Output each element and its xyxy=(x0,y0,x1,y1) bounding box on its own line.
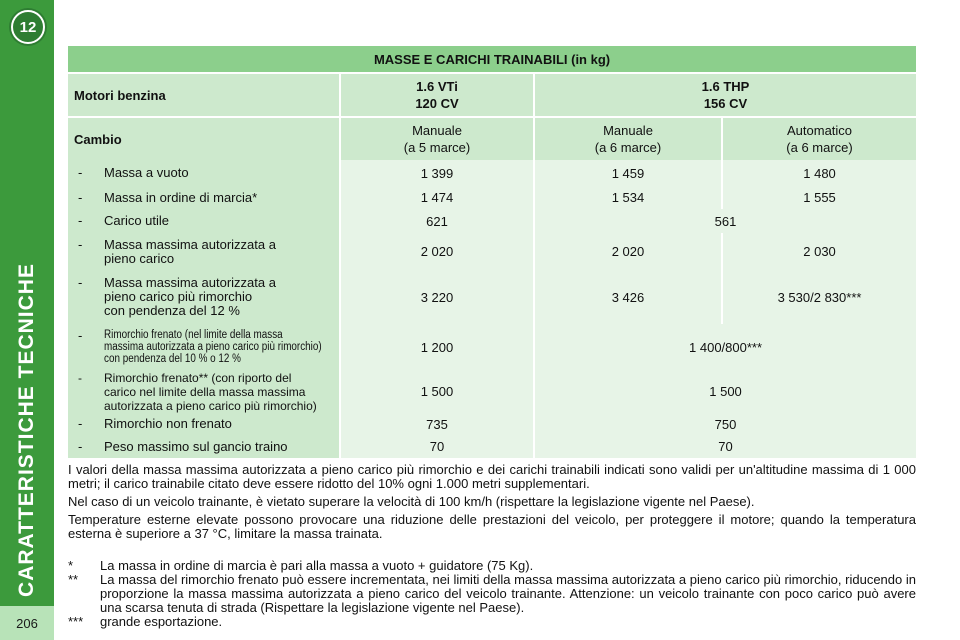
table-cell: 1 480 xyxy=(722,160,916,186)
note-paragraph: Nel caso di un veicolo trainante, è vietato superare la velocità di 100 km/h (rispettare la legislazione vigente nel Paese). xyxy=(68,494,755,509)
engine-1-header: 1.6 VTi 120 CV xyxy=(340,73,534,117)
table-row: - Carico utile 621 561 xyxy=(68,209,916,233)
table-cell: 1 500 xyxy=(534,370,916,413)
table-cell: 1 534 xyxy=(534,186,722,209)
main-content xyxy=(68,46,916,458)
footnotes xyxy=(68,559,916,629)
page-number: 206 xyxy=(0,606,54,640)
table-cell: 70 xyxy=(534,435,916,458)
table-cell: 3 426 xyxy=(534,270,722,324)
row-label: Carico utile xyxy=(104,213,170,228)
table-cell: 2 020 xyxy=(534,233,722,270)
table-row: - Rimorchio frenato** (con riporto del carico nel limite della massa massima autorizzata a pieno carico più rimorchio) 1 500 1 500 xyxy=(68,370,916,413)
table-row: - Massa massima autorizzata a pieno carico 2 020 2 020 2 030 xyxy=(68,233,916,270)
table-row: - Massa massima autorizzata a pieno carico più rimorchio con pendenza del 12 % 3 220 3 426 3 530/2 830*** xyxy=(68,270,916,324)
chapter-sidebar xyxy=(0,0,54,640)
table-cell: 3 530/2 830*** xyxy=(722,270,916,324)
note-paragraph: I valori della massa massima autorizzata a pieno carico più rimorchio e dei carichi trainabili indicati sono validi per un'altitudine massima di 1 000 metri; il carico trainabile citato deve essere ridotto del 10% ogni 1.000 metri supplementari. xyxy=(68,462,916,491)
table-cell: 1 500 xyxy=(340,370,534,413)
row-label: Massa massima autorizzata a pieno carico più rimorchio con pendenza del 12 % xyxy=(104,275,276,318)
table-cell: 70 xyxy=(340,435,534,458)
note-paragraph: Temperature esterne elevate possono provocare una riduzione delle prestazioni del veicolo, per proteggere il motore; quando la temperatura esterna è superiore a 37 °C, limitare la massa trainata. xyxy=(68,512,916,541)
table-cell: 561 xyxy=(534,209,916,233)
gearbox-1-header: Manuale (a 5 marce) xyxy=(340,117,534,160)
chapter-number-badge: 12 xyxy=(11,10,45,44)
table-cell: 2 030 xyxy=(722,233,916,270)
gearbox-2-header: Manuale (a 6 marce) xyxy=(534,117,722,160)
footnote: * La massa in ordine di marcia è pari alla massa a vuoto + guidatore (75 Kg). xyxy=(68,558,534,573)
row-label: Rimorchio frenato** (con riporto del carico nel limite della massa massima autorizzata a pieno carico più rimorchio) xyxy=(104,370,317,413)
table-cell: 621 xyxy=(340,209,534,233)
table-cell: 1 555 xyxy=(722,186,916,209)
section-title: CARATTERISTICHE TECNICHE xyxy=(15,263,38,597)
masses-table xyxy=(68,46,916,458)
table-title: MASSE E CARICHI TRAINABILI (in kg) xyxy=(68,46,916,73)
row-label: Massa massima autorizzata a pieno carico xyxy=(104,236,276,266)
engine-label: Motori benzina xyxy=(68,73,340,117)
table-title-row xyxy=(68,46,916,73)
table-row: - Massa a vuoto 1 399 1 459 1 480 xyxy=(68,160,916,186)
footnote: *** grande esportazione. xyxy=(68,614,223,629)
engine-header-row xyxy=(68,73,916,117)
table-cell: 750 xyxy=(534,413,916,435)
gearbox-header-row xyxy=(68,117,916,160)
gearbox-label: Cambio xyxy=(68,117,340,160)
engine-2-header: 1.6 THP 156 CV xyxy=(534,73,916,117)
table-cell: 1 399 xyxy=(340,160,534,186)
gearbox-3-header: Automatico (a 6 marce) xyxy=(722,117,916,160)
table-cell: 1 400/800*** xyxy=(534,324,916,370)
footnote: ** La massa del rimorchio frenato può essere incrementata, nei limiti della massa massima autorizzata a pieno carico più rimorchio, riducendo in proporzione la massa massima autorizzata a pieno carico del veicolo trainante. Attenzione: un veicolo trainante con poco carico può avere una scarsa tenuta di strada (Rispettare la legislazione vigente nel Paese). xyxy=(68,572,916,615)
row-label: Massa in ordine di marcia* xyxy=(104,189,258,205)
row-label: Massa a vuoto xyxy=(104,165,189,180)
row-label: Rimorchio frenato (nel limite della massa massima autorizzata a pieno carico più rimorchio) con pendenza del 10 % o 12 % xyxy=(104,329,322,365)
table-row: - Massa in ordine di marcia* 1 474 1 534 1 555 xyxy=(68,186,916,209)
notes-section xyxy=(68,463,916,545)
table-row: - Rimorchio frenato (nel limite della massa massima autorizzata a pieno carico più rimorchio) con pendenza del 10 % o 12 % 1 200 1 400/800*** xyxy=(68,324,916,370)
table-cell: 1 474 xyxy=(340,186,534,209)
table-cell: 3 220 xyxy=(340,270,534,324)
table-row: - Peso massimo sul gancio traino 70 70 xyxy=(68,435,916,458)
row-label: Peso massimo sul gancio traino xyxy=(104,438,288,454)
table-cell: 1 200 xyxy=(340,324,534,370)
table-cell: 2 020 xyxy=(340,233,534,270)
row-label: Rimorchio non frenato xyxy=(104,416,232,431)
table-row: - Rimorchio non frenato 735 750 xyxy=(68,413,916,435)
table-cell: 1 459 xyxy=(534,160,722,186)
table-cell: 735 xyxy=(340,413,534,435)
